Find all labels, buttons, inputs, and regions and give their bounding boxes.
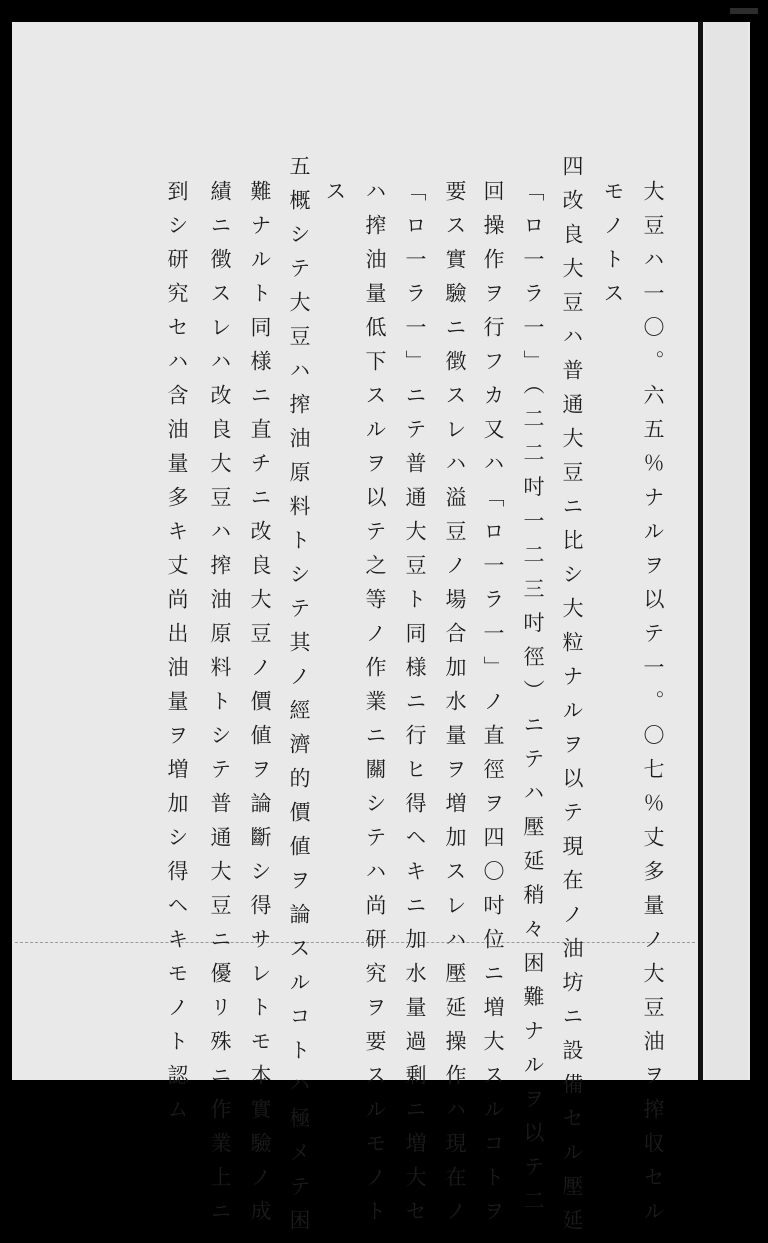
text-column: モノトス bbox=[601, 180, 625, 316]
text-column: 「ロ一ラ一」（二二吋一二三吋徑）ニテハ壓延稍々困難ナルヲ以テ二 bbox=[521, 180, 545, 1224]
text-column: 要ス實驗ニ徴スレハ溢豆ノ場合加水量ヲ増加スレハ壓延操作ハ現在ノ bbox=[443, 180, 467, 1234]
text-column: 到シ研究セハ含油量多キ丈尚出油量ヲ増加シ得ヘキモノト認ム bbox=[165, 180, 189, 1132]
text-column: ス bbox=[323, 180, 347, 214]
page-spine-line bbox=[698, 22, 703, 1080]
text-column: 五概シテ大豆ハ搾油原料トシテ其ノ經濟的價値ヲ論スルコトハ極メテ困 bbox=[287, 155, 311, 1243]
adjacent-page-strip bbox=[705, 22, 748, 1080]
text-column: ハ搾油量低下スルヲ以テ之等ノ作業ニ關シテハ尚研究ヲ要スルモノト bbox=[363, 180, 387, 1234]
text-column: 回操作ヲ行フカ又ハ「ロ一ラ一」ノ直徑ヲ四〇吋位ニ増大スルコトヲ bbox=[481, 180, 505, 1234]
text-column: 四改良大豆ハ普通大豆ニ比シ大粒ナルヲ以テ現在ノ油坊ニ設備セル壓延 bbox=[560, 155, 584, 1243]
text-column: 難ナルト同様ニ直チニ改良大豆ノ價値ヲ論斷シ得サレトモ本實驗ノ成 bbox=[248, 180, 272, 1234]
corner-scan-mark bbox=[730, 8, 758, 14]
text-column: 「ロ一ラ一」ニテ普通大豆ト同様ニ行ヒ得ヘキニ加水量過剰ニ増大セ bbox=[403, 180, 427, 1234]
text-column: 大豆ハ一〇。六五％ナルヲ以テ一。〇七％丈多量ノ大豆油ヲ搾収セル bbox=[641, 180, 665, 1234]
text-column: 績ニ徴スレハ改良大豆ハ搾油原料トシテ普通大豆ニ優リ殊ニ作業上ニ bbox=[208, 180, 232, 1234]
fold-line bbox=[15, 942, 695, 943]
